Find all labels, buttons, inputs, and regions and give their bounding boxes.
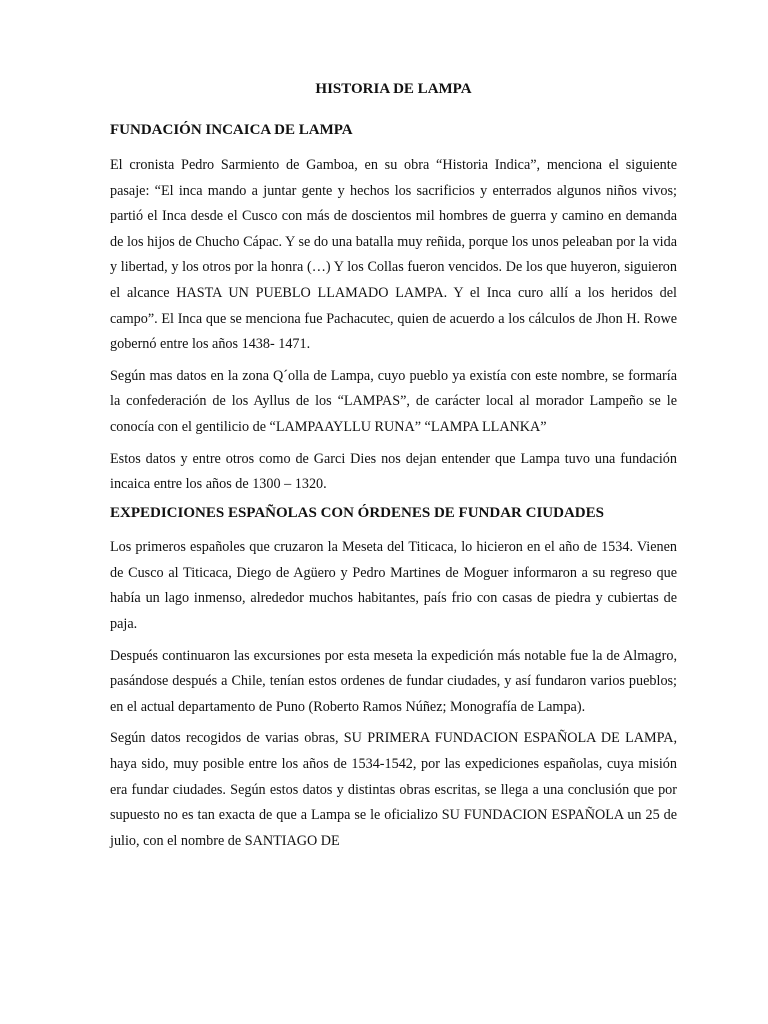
- paragraph: El cronista Pedro Sarmiento de Gamboa, en su obra “Historia Indica”, menciona el siguiente pasaje: “El inca mando a juntar gente y hechos los sacrificios y enterrados algunos niños vivos; partió el Inca desde el Cusco con más de doscientos mil hombres de guerra y camino en demanda de los hijos de Chucho Cápac. Y se do una batalla muy reñida, porque los unos peleaban por la vida y libertad, y los otros por la honra (…) Y los Collas fueron vencidos. De los que huyeron, siguieron el alcance HASTA UN PUEBLO LLAMADO LAMPA. Y el Inca curo allí a los heridos del campo”. El Inca que se menciona fue Pachacutec, quien de acuerdo a los cálculos de Jhon H. Rowe gobernó entre los años 1438- 1471.: [110, 157, 677, 353]
- paragraph: Después continuaron las excursiones por esta meseta la expedición más notable fue la de Almagro, pasándose después a Chile, tenían estos ordenes de fundar ciudades, y así fundaron varios pueblos; en el actual departamento de Puno (Roberto Ramos Núñez; Monografía de Lampa).: [110, 647, 677, 715]
- paragraph: Según mas datos en la zona Q´olla de Lampa, cuyo pueblo ya existía con este nombre, se formaría la confederación de los Ayllus de los “LAMPAS”, de carácter local al morador Lampeño se le conocía con el gentilicio de “LAMPAAYLLU RUNA” “LAMPA LLANKA”: [110, 367, 677, 435]
- section-heading-expediciones: EXPEDICIONES ESPAÑOLAS CON ÓRDENES DE FUNDAR CIUDADES: [110, 504, 604, 521]
- paragraph: Estos datos y entre otros como de Garci Dies nos dejan entender que Lampa tuvo una fundación incaica entre los años de 1300 – 1320.: [110, 450, 677, 493]
- document-page: [110, 80, 677, 854]
- document-title: HISTORIA DE LAMPA: [315, 81, 472, 97]
- paragraph: Según datos recogidos de varias obras, SU PRIMERA FUNDACION ESPAÑOLA DE LAMPA, haya sido, muy posible entre los años de 1534-1542, por las expediciones españolas, cuya misión era fundar ciudades. Según estos datos y distintas obras escritas, se llega a una conclusión que por supuesto no es tan exacta de que a Lampa se le oficializo SU FUNDACION ESPAÑOLA un 25 de julio, con el nombre de SANTIAGO DE: [110, 730, 677, 849]
- section-heading-fundacion-incaica: FUNDACIÓN INCAICA DE LAMPA: [110, 121, 353, 138]
- paragraph: Los primeros españoles que cruzaron la Meseta del Titicaca, lo hicieron en el año de 1534. Vienen de Cusco al Titicaca, Diego de Agüero y Pedro Martines de Moguer informaron a su regreso que había un lago inmenso, alrededor muchos habitantes, país frio con casas de piedra y cubiertas de paja.: [110, 539, 677, 632]
